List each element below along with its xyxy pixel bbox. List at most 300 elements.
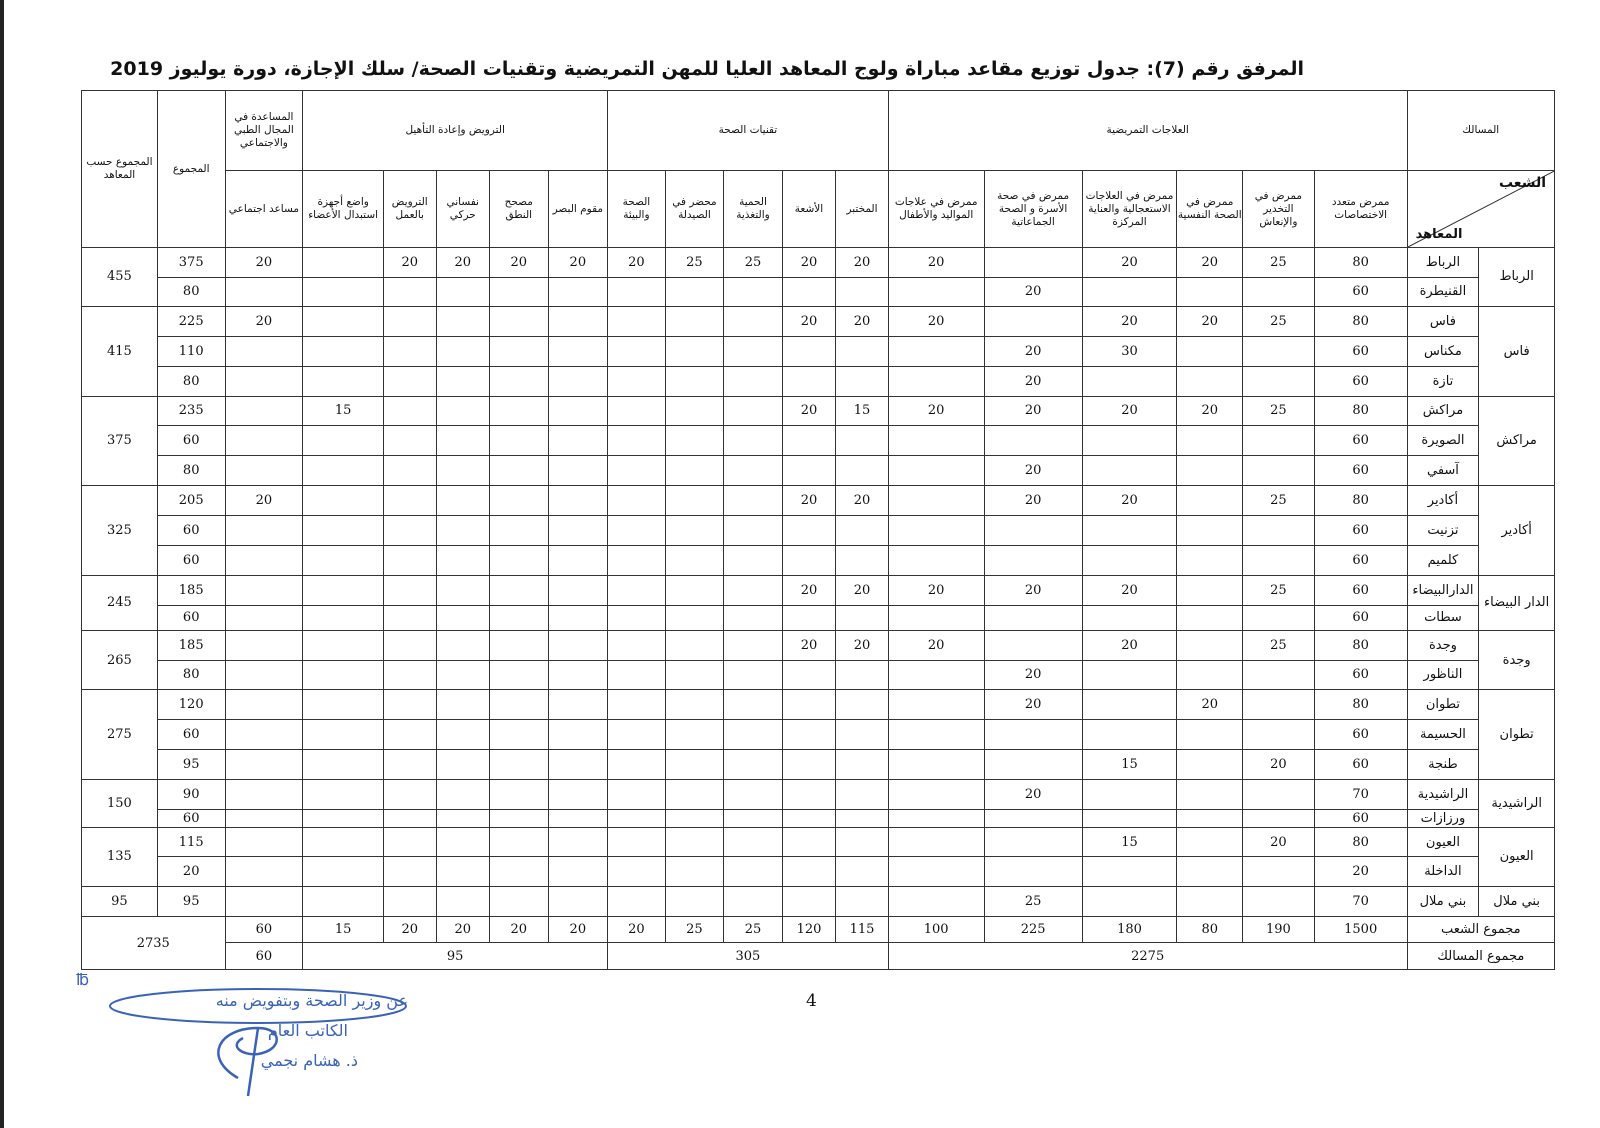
seat-count-cell	[303, 426, 384, 456]
seat-count-cell: 70	[1314, 887, 1407, 917]
seat-count-cell	[665, 780, 724, 810]
seat-count-cell	[724, 456, 783, 486]
seat-count-cell	[384, 486, 436, 516]
seat-count-cell	[782, 810, 836, 828]
seat-count-cell	[782, 780, 836, 810]
seat-count-cell	[836, 546, 888, 576]
track-totals-label: مجموع المسالك	[1407, 943, 1554, 970]
institute-name: طنجة	[1407, 750, 1479, 780]
seat-count-cell	[608, 306, 666, 336]
header-total-by-inst: المجموع حسب المعاهد	[82, 91, 158, 248]
seat-count-cell	[608, 277, 666, 306]
pen-mark-icon: ℔	[76, 970, 90, 989]
seat-count-cell: 15	[836, 396, 888, 426]
column-header: مصحح النطق	[490, 171, 549, 248]
seat-count-cell	[608, 575, 666, 605]
seat-count-cell	[608, 366, 666, 396]
seat-count-cell	[984, 857, 1082, 887]
seat-count-cell: 20	[1243, 750, 1315, 780]
seat-count-cell	[888, 456, 984, 486]
branch-totals-row	[82, 917, 1555, 943]
seat-count-cell: 20	[782, 248, 836, 278]
seat-count-cell	[1082, 660, 1177, 690]
institute-name: الصويرة	[1407, 426, 1479, 456]
seat-count-cell	[782, 660, 836, 690]
seat-count-cell: 70	[1314, 780, 1407, 810]
seat-count-cell	[836, 336, 888, 366]
branch-total-cell: 25	[724, 917, 783, 943]
seat-count-cell	[724, 827, 783, 857]
seat-count-cell	[548, 306, 608, 336]
seat-count-cell	[1177, 887, 1243, 917]
region-name: فاس	[1479, 306, 1555, 396]
seat-count-cell	[888, 546, 984, 576]
seat-count-cell	[303, 660, 384, 690]
seat-count-cell	[384, 366, 436, 396]
seat-count-cell	[548, 887, 608, 917]
seat-count-cell	[1177, 277, 1243, 306]
seat-count-cell: 80	[1314, 486, 1407, 516]
seat-count-cell	[436, 456, 490, 486]
seat-count-cell	[225, 630, 303, 660]
seat-count-cell	[436, 887, 490, 917]
table-row	[82, 857, 1555, 887]
seat-count-cell: 15	[303, 396, 384, 426]
seat-count-cell	[724, 660, 783, 690]
region-name: العيون	[1479, 827, 1555, 887]
seat-count-cell: 60	[1314, 546, 1407, 576]
seat-count-cell	[836, 366, 888, 396]
seat-count-cell	[436, 750, 490, 780]
branch-total-cell: 100	[888, 917, 984, 943]
column-header: مساعد اجتماعي	[225, 171, 303, 248]
seat-count-cell: 60	[1314, 750, 1407, 780]
column-header: محضر في الصيدلة	[665, 171, 724, 248]
seat-count-cell	[782, 516, 836, 546]
seat-count-cell: 20	[1314, 857, 1407, 887]
seat-count-cell: 20	[836, 486, 888, 516]
seat-count-cell	[436, 516, 490, 546]
branch-total-cell: 60	[225, 917, 303, 943]
seat-count-cell: 25	[1243, 248, 1315, 278]
document-title: المرفق رقم (7): جدول توزيع مقاعد مباراة ولوج المعاهد العليا للمهن التمريضية وتقنيات الصحة/ سلك الإجازة، دورة يوليوز 2019	[110, 58, 1304, 80]
seat-count-cell: 20	[888, 630, 984, 660]
column-header: نفساني حركي	[436, 171, 490, 248]
seat-count-cell	[490, 396, 549, 426]
seat-count-cell	[665, 690, 724, 720]
seat-count-cell: 60	[1314, 366, 1407, 396]
seat-count-cell	[303, 516, 384, 546]
seat-count-cell	[436, 575, 490, 605]
seat-count-cell	[384, 780, 436, 810]
seat-count-cell	[608, 630, 666, 660]
branch-total-cell: 115	[836, 917, 888, 943]
region-name: مراكش	[1479, 396, 1555, 486]
seat-count-cell: 80	[1314, 248, 1407, 278]
seat-count-cell	[724, 306, 783, 336]
seat-count-cell: 20	[984, 277, 1082, 306]
seat-count-cell: 60	[1314, 277, 1407, 306]
seat-count-cell	[888, 690, 984, 720]
seat-count-cell	[384, 546, 436, 576]
seat-count-cell	[490, 720, 549, 750]
seat-count-cell	[836, 720, 888, 750]
institute-name: كلميم	[1407, 546, 1479, 576]
seat-count-cell	[303, 456, 384, 486]
seat-count-cell: 20	[225, 306, 303, 336]
seat-count-cell	[490, 605, 549, 630]
seat-count-cell: 20	[1082, 248, 1177, 278]
branch-total-cell: 20	[436, 917, 490, 943]
branch-total-cell: 180	[1082, 917, 1177, 943]
seat-count-cell: 80	[1314, 690, 1407, 720]
seat-count-cell	[436, 630, 490, 660]
region-name: الراشيدية	[1479, 780, 1555, 827]
column-header: ممرض متعدد الاختصاصات	[1314, 171, 1407, 248]
table-row	[82, 277, 1555, 306]
institute-name: آسفي	[1407, 456, 1479, 486]
seat-count-cell	[436, 336, 490, 366]
region-total-cell: 275	[82, 690, 158, 780]
seat-count-cell	[724, 486, 783, 516]
seat-count-cell: 20	[782, 306, 836, 336]
seat-count-cell	[1082, 887, 1177, 917]
seat-count-cell	[836, 810, 888, 828]
seat-count-cell: 20	[1082, 486, 1177, 516]
seat-count-cell	[548, 396, 608, 426]
institute-name: تطوان	[1407, 690, 1479, 720]
region-total-cell: 265	[82, 630, 158, 690]
seat-count-cell: 25	[984, 887, 1082, 917]
branch-total-cell: 20	[384, 917, 436, 943]
header-group-tech: تقنيات الصحة	[608, 91, 889, 171]
signature-line-2: الكاتب العام	[267, 1021, 348, 1040]
branch-totals-label: مجموع الشعب	[1407, 917, 1554, 943]
seat-count-cell	[384, 887, 436, 917]
seat-count-cell	[225, 690, 303, 720]
seat-count-cell	[665, 857, 724, 887]
seat-count-cell	[436, 396, 490, 426]
seat-count-cell	[436, 810, 490, 828]
institute-name: تزنيت	[1407, 516, 1479, 546]
track-total-assist: 60	[225, 943, 303, 970]
seat-count-cell	[724, 396, 783, 426]
seat-count-cell	[436, 660, 490, 690]
seat-count-cell	[303, 720, 384, 750]
region-total-cell: 95	[82, 887, 158, 917]
seat-count-cell	[303, 630, 384, 660]
seat-count-cell	[724, 426, 783, 456]
column-header: ممرض في صحة الأسرة و الصحة الجماعاتية	[984, 171, 1082, 248]
column-header: الصحة والبيئة	[608, 171, 666, 248]
region-name: وجدة	[1479, 630, 1555, 690]
seat-count-cell	[490, 306, 549, 336]
branch-total-cell: 225	[984, 917, 1082, 943]
table-row	[82, 486, 1555, 516]
seat-count-cell	[608, 516, 666, 546]
seat-count-cell	[888, 720, 984, 750]
seat-count-cell	[1243, 366, 1315, 396]
row-total-cell: 20	[157, 857, 225, 887]
row-total-cell: 120	[157, 690, 225, 720]
seat-count-cell	[1177, 660, 1243, 690]
seat-count-cell	[225, 810, 303, 828]
seat-count-cell	[225, 277, 303, 306]
seat-count-cell	[303, 575, 384, 605]
seat-count-cell	[888, 857, 984, 887]
table-row	[82, 516, 1555, 546]
seat-count-cell: 20	[984, 780, 1082, 810]
column-header: الحمية والتغذية	[724, 171, 783, 248]
column-header: ممرض في علاجات المواليد والأطفال	[888, 171, 984, 248]
branch-total-cell: 20	[608, 917, 666, 943]
seat-count-cell: 25	[1243, 630, 1315, 660]
table-row	[82, 575, 1555, 605]
seat-count-cell	[1177, 486, 1243, 516]
seat-count-cell	[225, 575, 303, 605]
seat-count-cell: 20	[782, 486, 836, 516]
row-total-cell: 80	[157, 277, 225, 306]
seat-count-cell	[1082, 546, 1177, 576]
seat-count-cell	[384, 277, 436, 306]
seat-count-cell	[303, 887, 384, 917]
seat-count-cell	[548, 456, 608, 486]
header-maahid: المعاهد	[1415, 227, 1463, 242]
seat-count-cell	[724, 366, 783, 396]
seat-count-cell: 25	[665, 248, 724, 278]
seat-count-cell	[1177, 516, 1243, 546]
row-total-cell: 235	[157, 396, 225, 426]
seat-count-cell	[548, 750, 608, 780]
institute-name: أكادير	[1407, 486, 1479, 516]
table-row	[82, 690, 1555, 720]
institute-name: سطات	[1407, 605, 1479, 630]
seat-count-cell	[548, 366, 608, 396]
seat-count-cell: 30	[1082, 336, 1177, 366]
seat-count-cell	[1082, 720, 1177, 750]
region-total-cell: 245	[82, 575, 158, 630]
seat-count-cell	[608, 827, 666, 857]
seat-count-cell	[888, 887, 984, 917]
seat-count-cell	[548, 516, 608, 546]
seat-count-cell	[490, 277, 549, 306]
seat-count-cell	[608, 720, 666, 750]
branch-total-cell: 80	[1177, 917, 1243, 943]
seat-count-cell: 20	[436, 248, 490, 278]
seat-count-cell	[384, 575, 436, 605]
seat-count-cell	[665, 486, 724, 516]
seat-count-cell: 20	[836, 575, 888, 605]
seat-count-cell	[665, 630, 724, 660]
row-total-cell: 80	[157, 660, 225, 690]
seat-count-cell	[548, 810, 608, 828]
seat-count-cell	[1177, 630, 1243, 660]
seat-count-cell	[384, 720, 436, 750]
seat-count-cell	[608, 336, 666, 366]
seat-count-cell	[1243, 660, 1315, 690]
seat-count-cell	[1177, 810, 1243, 828]
seat-count-cell	[665, 546, 724, 576]
seat-count-cell	[665, 660, 724, 690]
seat-count-cell	[1082, 857, 1177, 887]
seat-count-cell: 20	[888, 248, 984, 278]
seat-count-cell	[984, 810, 1082, 828]
seat-count-cell: 20	[984, 456, 1082, 486]
seat-count-cell	[490, 366, 549, 396]
seat-count-cell	[836, 750, 888, 780]
seat-count-cell	[888, 810, 984, 828]
seat-count-cell	[1243, 605, 1315, 630]
seat-count-cell: 20	[1243, 827, 1315, 857]
table-row	[82, 720, 1555, 750]
seat-count-cell	[665, 366, 724, 396]
seat-count-cell	[984, 248, 1082, 278]
seat-count-cell	[548, 426, 608, 456]
table-row	[82, 546, 1555, 576]
row-total-cell: 60	[157, 516, 225, 546]
row-total-cell: 60	[157, 426, 225, 456]
seat-count-cell: 20	[1082, 630, 1177, 660]
seat-count-cell	[724, 605, 783, 630]
seat-count-cell: 20	[984, 660, 1082, 690]
seat-count-cell	[436, 857, 490, 887]
seat-count-cell	[436, 720, 490, 750]
seat-count-cell	[436, 605, 490, 630]
row-total-cell: 115	[157, 827, 225, 857]
seat-count-cell	[490, 810, 549, 828]
seat-count-cell: 20	[225, 248, 303, 278]
seat-count-cell	[490, 546, 549, 576]
seat-count-cell	[303, 486, 384, 516]
seat-count-cell: 60	[1314, 720, 1407, 750]
seat-count-cell: 20	[608, 248, 666, 278]
seat-count-cell	[1177, 750, 1243, 780]
seat-count-cell	[888, 605, 984, 630]
seat-count-cell	[548, 277, 608, 306]
row-total-cell: 60	[157, 605, 225, 630]
seat-count-cell	[225, 546, 303, 576]
column-header: الترويض بالعمل	[384, 171, 436, 248]
institute-name: القنيطرة	[1407, 277, 1479, 306]
seat-count-cell	[1177, 336, 1243, 366]
seat-count-cell	[782, 720, 836, 750]
seat-count-cell	[888, 516, 984, 546]
seat-count-cell	[782, 456, 836, 486]
seat-count-cell: 20	[384, 248, 436, 278]
seat-count-cell	[984, 306, 1082, 336]
seat-count-cell	[782, 426, 836, 456]
seat-count-cell	[888, 827, 984, 857]
region-name: تطوان	[1479, 690, 1555, 780]
seat-count-cell	[548, 336, 608, 366]
table-row	[82, 750, 1555, 780]
seat-count-cell	[665, 750, 724, 780]
row-total-cell: 110	[157, 336, 225, 366]
row-total-cell: 95	[157, 887, 225, 917]
seat-count-cell: 20	[888, 396, 984, 426]
seat-count-cell	[303, 336, 384, 366]
seat-count-cell	[1243, 720, 1315, 750]
seat-count-cell	[1082, 605, 1177, 630]
row-total-cell: 225	[157, 306, 225, 336]
seat-count-cell: 20	[1082, 575, 1177, 605]
seat-count-cell	[384, 426, 436, 456]
column-header: المختبر	[836, 171, 888, 248]
seat-count-cell: 25	[1243, 306, 1315, 336]
seat-count-cell	[608, 810, 666, 828]
header-group-nursing: العلاجات التمريضية	[888, 91, 1407, 171]
seat-count-cell	[665, 827, 724, 857]
seat-count-cell: 60	[1314, 605, 1407, 630]
institute-name: الدارالبيضاء	[1407, 575, 1479, 605]
seat-count-cell: 20	[984, 396, 1082, 426]
seat-count-cell: 20	[1177, 396, 1243, 426]
seat-count-cell	[225, 780, 303, 810]
table-row	[82, 456, 1555, 486]
seat-count-cell	[303, 546, 384, 576]
seat-count-cell	[1082, 277, 1177, 306]
seat-count-cell	[724, 516, 783, 546]
seat-count-cell	[384, 605, 436, 630]
seat-count-cell	[608, 887, 666, 917]
seat-count-cell	[436, 827, 490, 857]
seat-count-cell	[724, 690, 783, 720]
seat-count-cell	[436, 486, 490, 516]
institute-name: الناظور	[1407, 660, 1479, 690]
seat-count-cell	[436, 780, 490, 810]
institute-name: وجدة	[1407, 630, 1479, 660]
region-total-cell: 135	[82, 827, 158, 887]
seat-count-cell	[665, 810, 724, 828]
seat-count-cell	[548, 720, 608, 750]
table-row	[82, 630, 1555, 660]
seat-count-cell	[303, 605, 384, 630]
seat-count-cell	[1243, 336, 1315, 366]
seat-count-cell	[608, 546, 666, 576]
column-header: ممرض في العلاجات الاستعجالية والعناية المركزة	[1082, 171, 1177, 248]
seat-count-cell	[384, 630, 436, 660]
seat-count-cell: 20	[888, 575, 984, 605]
seat-count-cell	[384, 750, 436, 780]
seat-count-cell	[1177, 366, 1243, 396]
seat-count-cell: 20	[984, 486, 1082, 516]
seat-count-cell: 80	[1314, 306, 1407, 336]
seat-count-cell: 25	[1243, 575, 1315, 605]
seat-count-cell	[836, 827, 888, 857]
table-row	[82, 780, 1555, 810]
track-total-rehab: 95	[303, 943, 608, 970]
seat-count-cell	[225, 366, 303, 396]
seat-count-cell	[548, 690, 608, 720]
institute-name: مراكش	[1407, 396, 1479, 426]
seat-count-cell	[724, 780, 783, 810]
seat-count-cell	[608, 660, 666, 690]
seat-count-cell	[724, 575, 783, 605]
seat-count-cell	[724, 750, 783, 780]
seat-count-cell	[303, 277, 384, 306]
scan-edge	[0, 0, 4, 1128]
seat-count-cell	[490, 575, 549, 605]
seat-count-cell	[1243, 277, 1315, 306]
seat-count-cell: 25	[724, 248, 783, 278]
signature-line-1: عن وزير الصحة وبتفويض منه	[215, 991, 408, 1010]
seat-count-cell: 25	[1243, 396, 1315, 426]
seat-count-cell	[548, 605, 608, 630]
row-total-cell: 80	[157, 456, 225, 486]
seat-count-cell	[836, 516, 888, 546]
seat-count-cell	[888, 486, 984, 516]
seat-count-cell	[782, 750, 836, 780]
